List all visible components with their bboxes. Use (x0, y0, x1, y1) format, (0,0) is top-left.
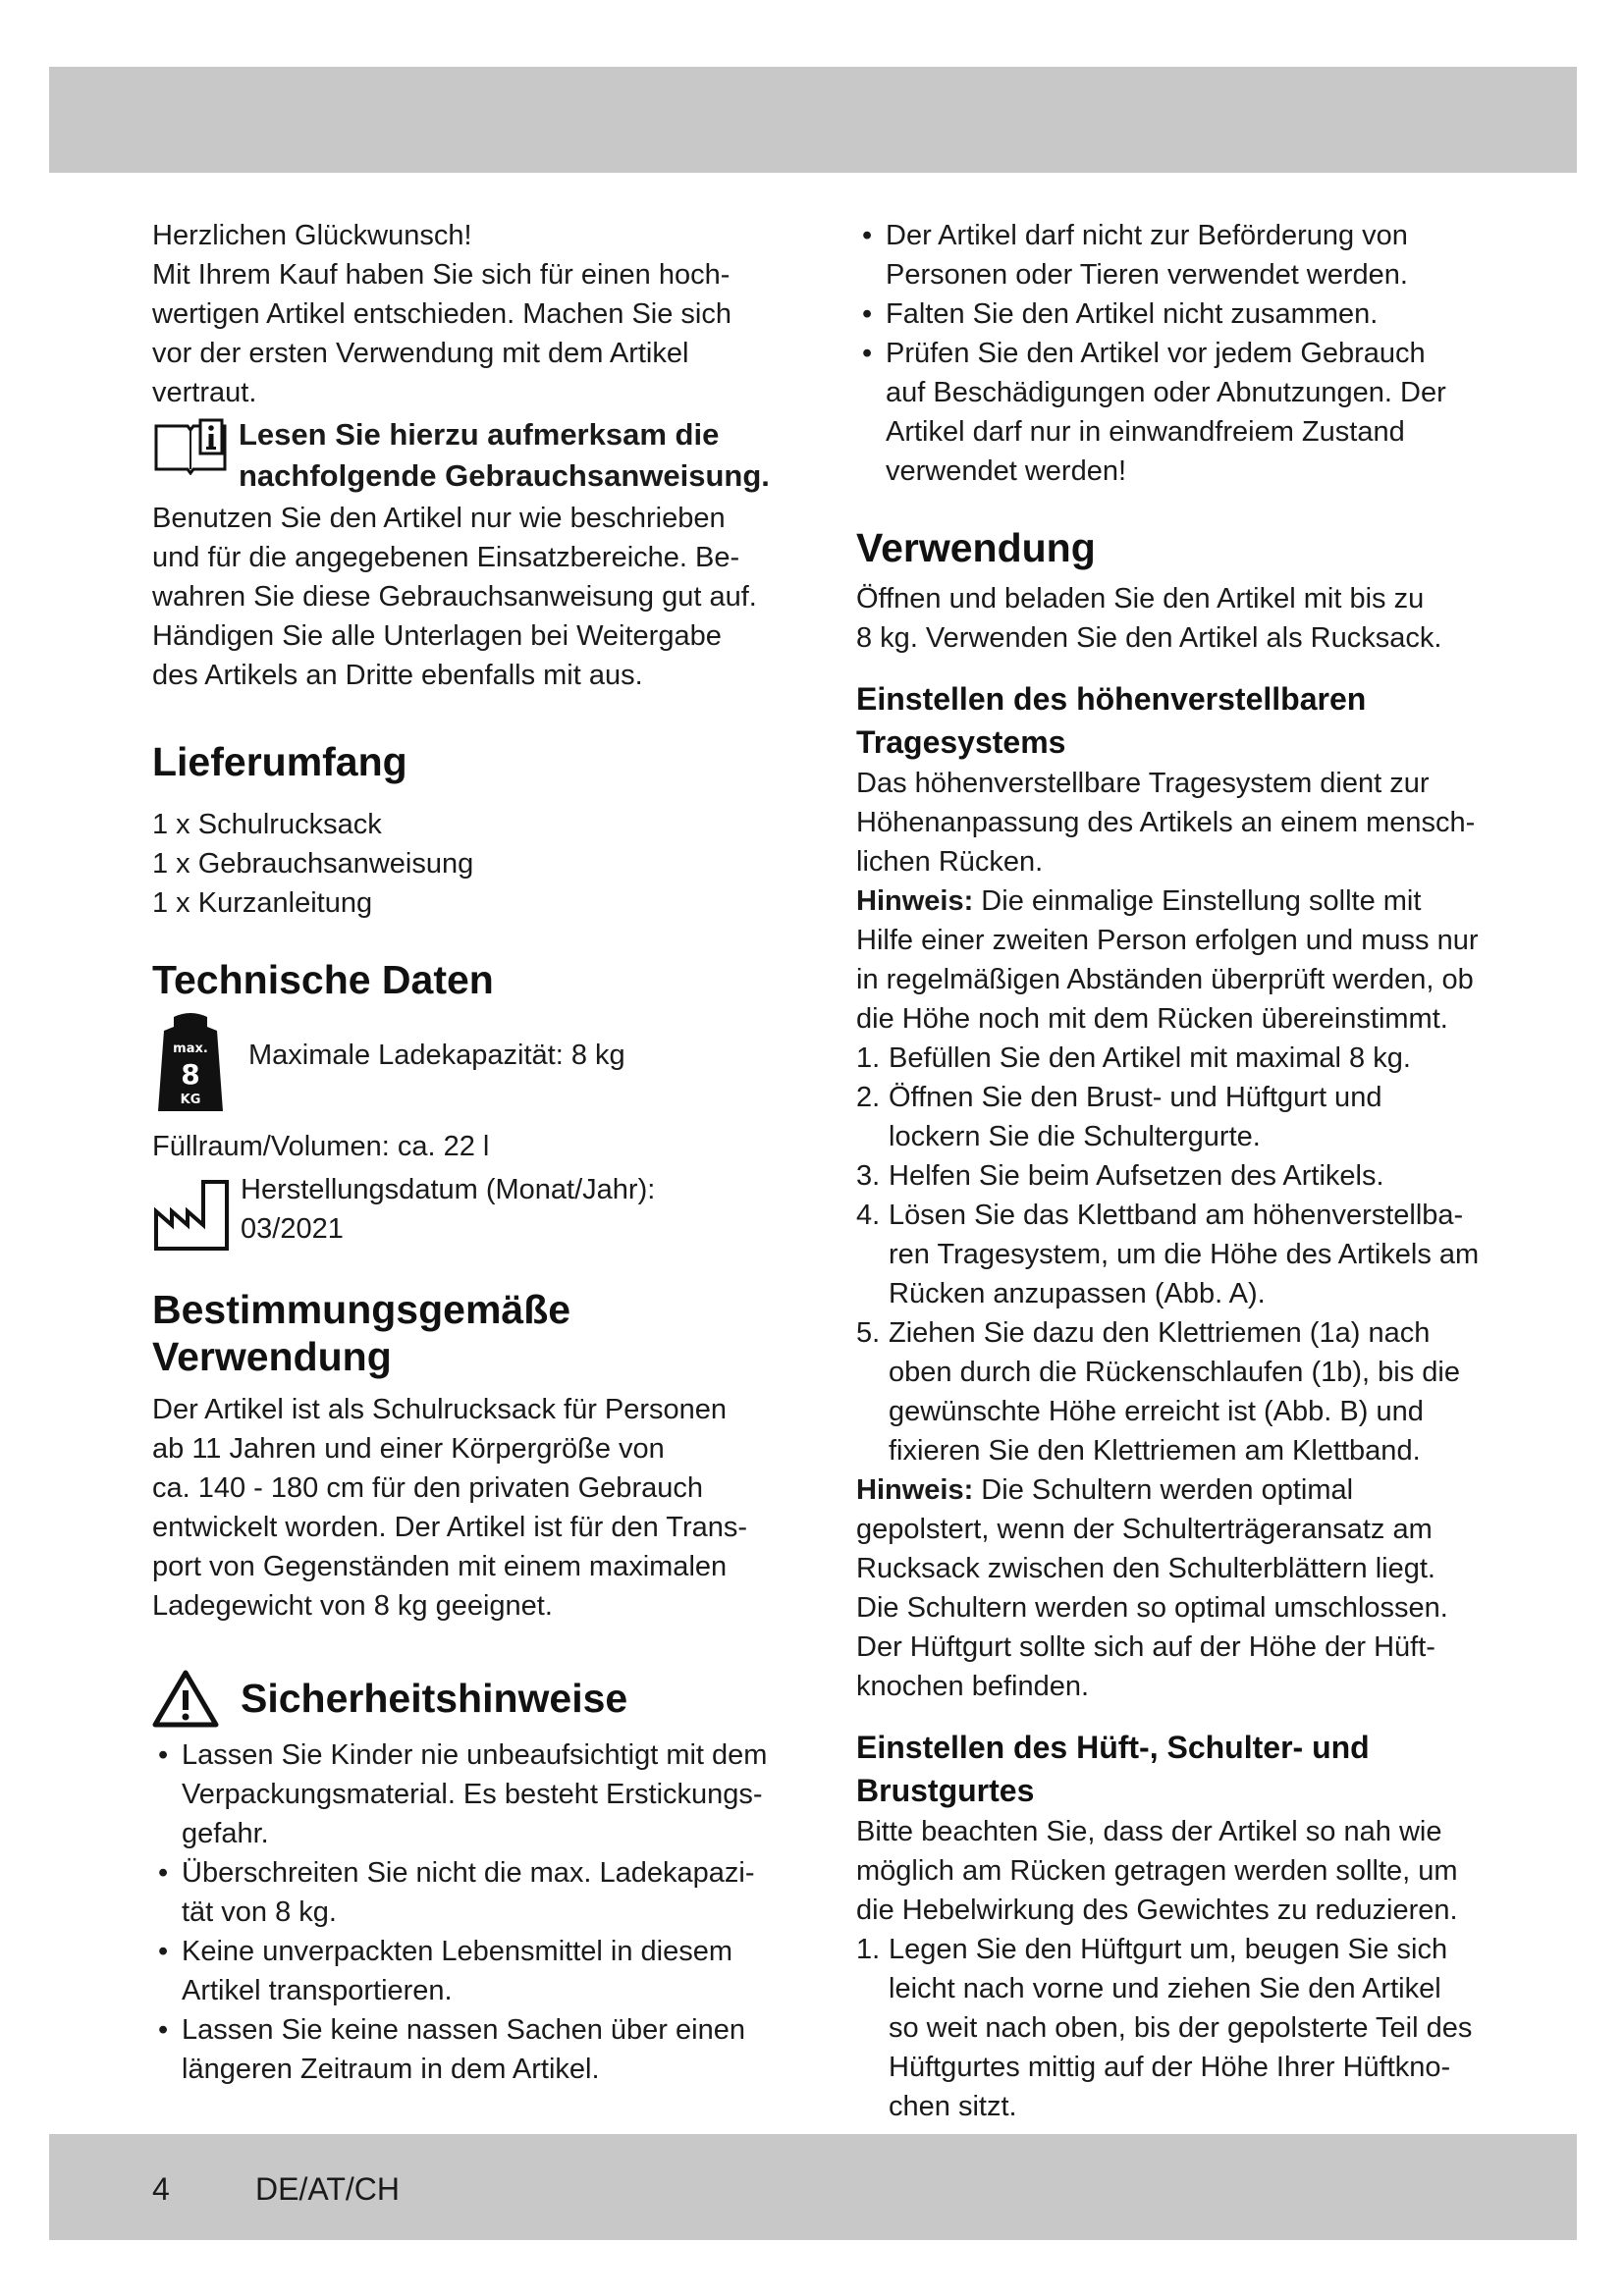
manual-book-icon (152, 416, 229, 475)
hint-label: Hinweis: (856, 1474, 974, 1506)
intro-text: Herzlichen Glückwunsch! Mit Ihrem Kauf haben Sie sich für einen hoch- wertigen Artikel entschieden. Machen Sie sich vor der ersten Verwendung mit dem Artikel vertraut. (152, 220, 731, 408)
right-column (856, 216, 1485, 2126)
list-item: • Falten Sie den Artikel nicht zusammen. (856, 294, 1485, 334)
notice-text: Lesen Sie hierzu aufmerksam die nachfolgende Gebrauchsanweisung. (239, 417, 770, 493)
intended-use-text: Der Artikel ist als Schulrucksack für Personen ab 11 Jahren und einer Körpergröße von ca. 140 - 180 cm für den privaten Gebrauch entwickelt worden. Der Artikel ist für den Trans- port von Gegenständen mit einem maximalen Ladegewicht von 8 kg geeignet. (152, 1394, 748, 1622)
belts-text: Bitte beachten Sie, dass der Artikel so nah wie möglich am Rücken getragen werden sollte, um die Hebelwirkung des Gewichtes zu reduzieren. (856, 1816, 1458, 1926)
footer-bar (49, 2134, 1577, 2240)
max-load-text: Maximale Ladekapazität: 8 kg (248, 1040, 625, 1071)
usage-text: Benutzen Sie den Artikel nur wie beschrieben und für die angegebenen Einsatzbereiche. Be- wahren Sie diese Gebrauchsanweisung gut auf. Händigen Sie alle Unterlagen bei Weitergabe des Artikels an Dritte ebenfalls mit aus. (152, 503, 757, 691)
belts-heading: Einstellen des Hüft-, Schulter- und Brustgurtes (856, 1730, 1370, 1808)
adjust-steps (856, 1039, 1485, 1470)
list-item: 1 x Schulrucksack (152, 809, 382, 840)
list-item: 5. Ziehen Sie dazu den Klettriemen (1a) nach oben durch die Rückenschlaufen (1b), bis die gewünschte Höhe erreicht ist (Abb. B) und fixieren Sie den Klettriemen am Klettband. (856, 1317, 1460, 1467)
manufacture-date-text: Herstellungsdatum (Monat/Jahr): 03/2021 (241, 1174, 656, 1245)
scope-list (152, 805, 781, 923)
belts-steps (856, 1930, 1485, 2126)
list-item: 1. Befüllen Sie den Artikel mit maximal 8 kg. (856, 1042, 1411, 1074)
max-load-row (152, 1009, 781, 1117)
list-item: • Der Artikel darf nicht zur Beförderung von Personen oder Tieren verwendet werden. (856, 216, 1485, 294)
warning-icon (152, 1669, 219, 1728)
use-heading: Verwendung (856, 525, 1096, 570)
manufacture-date-row (152, 1170, 781, 1253)
intended-use-heading: Bestimmungsgemäße Verwendung (152, 1287, 571, 1379)
list-item: 1 x Gebrauchsanweisung (152, 848, 474, 880)
adjust-heading: Einstellen des höhenverstellbaren Tragesystems (856, 681, 1367, 760)
adjust-hint: Hinweis: Die einmalige Einstellung sollte mit Hilfe einer zweiten Person erfolgen und muss nur in regelmäßigen Abständen überprüft werden, ob die Höhe noch mit dem Rücken übereinstimmt. (856, 885, 1479, 1035)
list-item: 4. Lösen Sie das Klettband am höhenverstellba- ren Tragesystem, um die Höhe des Artikels am Rücken anzupassen (Abb. A). (856, 1200, 1480, 1309)
list-item: • Lassen Sie keine nassen Sachen über einen längeren Zeitraum in dem Artikel. (152, 2010, 781, 2089)
hint-label: Hinweis: (856, 885, 974, 917)
list-item: 1. Legen Sie den Hüftgurt um, beugen Sie sich leicht nach vorne und ziehen Sie den Artikel so weit nach oben, bis der gepolsterte Teil des Hüftgurtes mittig auf der Höhe Ihrer Hüftkno- chen sitzt. (856, 1934, 1473, 2122)
svg-text:KG: KG (180, 1093, 201, 1107)
tech-heading: Technische Daten (152, 957, 494, 1002)
list-item: • Lassen Sie Kinder nie unbeaufsichtigt mit dem Verpackungsmaterial. Es besteht Erstickungs- gefahr. (152, 1735, 781, 1853)
list-item: 1 x Kurzanleitung (152, 887, 373, 919)
region-label: DE/AT/CH (255, 2171, 400, 2207)
use-text: Öffnen und beladen Sie den Artikel mit bis zu 8 kg. Verwenden Sie den Artikel als Rucksack. (856, 583, 1442, 654)
list-item: 3. Helfen Sie beim Aufsetzen des Artikels. (856, 1160, 1384, 1192)
safety-list-continued (856, 216, 1485, 491)
svg-text:8: 8 (181, 1058, 200, 1091)
adjust-hint-2: Hinweis: Die Schultern werden optimal gepolstert, wenn der Schulterträgeransatz am Rucksack zwischen den Schulterblättern liegt. Die Schultern werden so optimal umschlossen. Der Hüftgurt sollte sich auf der Höhe der Hüft- knochen befinden. (856, 1474, 1448, 1702)
page-number: 4 (152, 2171, 170, 2207)
adjust-text: Das höhenverstellbare Tragesystem dient zur Höhenanpassung des Artikels an einem mensch- lichen Rücken. (856, 768, 1476, 878)
list-item: • Prüfen Sie den Artikel vor jedem Gebrauch auf Beschädigungen oder Abnutzungen. Der Artikel darf nur in einwandfreiem Zustand verwendet werden! (856, 334, 1485, 491)
scope-heading: Lieferumfang (152, 739, 407, 784)
read-manual-notice (152, 414, 781, 497)
weight-icon (152, 1009, 229, 1117)
left-column (152, 216, 781, 2089)
header-bar (49, 67, 1577, 173)
safety-list (152, 1735, 781, 2089)
list-item: 2. Öffnen Sie den Brust- und Hüftgurt und lockern Sie die Schultergurte. (856, 1082, 1382, 1152)
safety-heading (152, 1669, 781, 1728)
list-item: • Keine unverpackten Lebensmittel in diesem Artikel transportieren. (152, 1932, 781, 2010)
factory-icon (152, 1176, 231, 1253)
safety-title: Sicherheitshinweise (241, 1676, 628, 1721)
list-item: • Überschreiten Sie nicht die max. Ladekapazi- tät von 8 kg. (152, 1853, 781, 1932)
volume-text: Füllraum/Volumen: ca. 22 l (152, 1131, 490, 1162)
svg-text:max.: max. (173, 1041, 208, 1056)
